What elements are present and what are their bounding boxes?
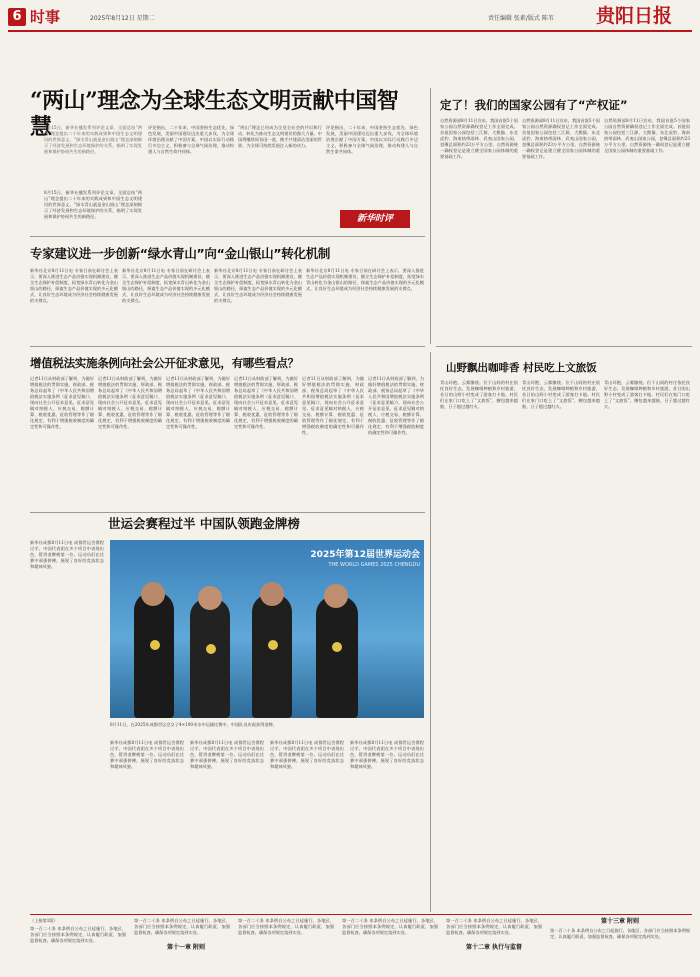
date-line: 2025年8月12日 星期二 (90, 15, 155, 22)
masthead (0, 0, 700, 38)
article4-col5: 记者11日从财政部了解到，为做好增值税法的贯彻实施，财政部、税务总局起草了《中华人民共和国增值税法实施条例（征求意见稿）》，现向社会公开征求意见。征求意见稿对纳税人、应税交易、税额计算、税收优惠、征收管理等作了细化规定，有利于增强税收制度的确定性和可操作性。 (302, 376, 364, 435)
divider (30, 236, 425, 237)
medal (206, 644, 216, 654)
bottom-lead: （上接第1版） (30, 918, 58, 923)
photo-banner: 2025年第12届世界运动会 (310, 550, 420, 560)
xinhua-commentary-badge: 新华时评 (340, 210, 410, 228)
article3-col2: 自然资源部8月11日宣布，我国首批5个国家公园自然资源确权登记工作全面完成。首批国家公园包括三江源、大熊猫、东北虎豹、海南热带雨林、武夷山国家公园，登簿总面积约23万平方公里。自然资源统一确权登记是建立健全国家公园体制的重要基础工作。 (522, 118, 600, 159)
bottom-col3: 第一百二十条 本条例自公布之日起施行。各地区、各部门应当按照本条例规定，认真履行职责，加强监督检查，确保各项规定落到实处。 (238, 918, 334, 935)
athlete-head (260, 582, 284, 606)
article5-col2: 青山环抱，云雾缭绕。位于山间的村庄依托良好生态，发展咖啡种植和乡村旅游，昔日的山野小村变成了游客打卡地。村民们在家门口吃上了“文旅饭”，腰包越来越鼓，日子越过越红火。 (522, 380, 600, 409)
article1-col2: 评论指出，二十年来，中国坚持生态优先、绿色发展，美丽中国建设迈出重大步伐，为全球环境治理贡献了中国方案。中国以实际行动践行多边主义，积极参与全球气候治理，推动构建人与自然生命共同体。 (148, 125, 234, 154)
article1-col-left: 8月15日，新华社播发系列评论文章，全面总结“两山”理念提出二十年来的实践成果和中国生态文明建设的世界意义。“绿水青山就是金山银山”理念深刻揭示了经济发展和生态环境保护的关系，指明了实现发展和保护协同共生的新路径。 (44, 190, 142, 219)
world-games-photo (110, 540, 424, 718)
bottom-heading-2: 第十二章 执行与监督 (465, 944, 523, 951)
bottom-col1: 第一百二十条 本条例自公布之日起施行。各地区、各部门应当按照本条例规定，认真履行职责，加强监督检查，确保各项规定落到实处。 (30, 926, 126, 943)
article2-col3: 新华社北京8月11日电 专家日前在研讨会上表示，要深入推进生态产品价值实现机制建设，健全生态保护补偿制度，拓宽绿水青山转化为金山银山的路径，探索生态产品价值实现的多元化模式，让良好生态环境成为经济社会持续健康发展的支撑点。 (214, 268, 302, 303)
photo-banner-english: THE WORLD GAMES 2025 CHENGDU (328, 562, 420, 568)
article5-col3: 青山环抱，云雾缭绕。位于山间的村庄依托良好生态，发展咖啡种植和乡村旅游，昔日的山野小村变成了游客打卡地。村民们在家门口吃上了“文旅饭”，腰包越来越鼓，日子越过越红火。 (604, 380, 690, 409)
vertical-divider (430, 88, 431, 344)
article1-title: “两山”理念为全球生态文明贡献中国智慧 (30, 88, 399, 140)
article3-title: 定了！我们的国家公园有了“产权证” (440, 98, 628, 112)
article4-col1: 记者11日从财政部了解到，为做好增值税法的贯彻实施，财政部、税务总局起草了《中华人民共和国增值税法实施条例（征求意见稿）》，现向社会公开征求意见。征求意见稿对纳税人、应税交易、税额计算、税收优惠、征收管理等作了细化规定，有利于增强税收制度的确定性和可操作性。 (30, 376, 94, 429)
article6-title: 世运会赛程过半 中国队领跑金牌榜 (108, 516, 300, 531)
article6-col2: 新华社成都8月11日电 成都世运会赛程过半，中国代表团在多个项目中表现出色，暂列金牌榜第一位。运动员们在比赛中顽强拼搏，展现了良好的竞技状态和精神风貌。 (110, 740, 184, 769)
article4-col3: 记者11日从财政部了解到，为做好增值税法的贯彻实施，财政部、税务总局起草了《中华人民共和国增值税法实施条例（征求意见稿）》，现向社会公开征求意见。征求意见稿对纳税人、应税交易、税额计算、税收优惠、征收管理等作了细化规定，有利于增强税收制度的确定性和可操作性。 (166, 376, 230, 429)
vertical-divider (430, 352, 431, 912)
page-number: 6 (8, 8, 26, 26)
divider (30, 346, 425, 347)
bottom-heading-1: 第十一章 附则 (166, 944, 206, 951)
athlete-figure (134, 592, 174, 718)
article2-col4: 新华社北京8月11日电 专家日前在研讨会上表示，要深入推进生态产品价值实现机制建设，健全生态保护补偿制度，拓宽绿水青山转化为金山银山的路径，探索生态产品价值实现的多元化模式，让良好生态环境成为经济社会持续健康发展的支撑点。 (306, 268, 424, 291)
athlete-head (198, 586, 222, 610)
athlete-head (141, 582, 165, 606)
article6-col1: 新华社成都8月11日电 成都世运会赛程过半，中国代表团在多个项目中表现出色，暂列金牌榜第一位。运动员们在比赛中顽强拼搏，展现了良好的竞技状态和精神风貌。 (30, 540, 104, 569)
article4-col2: 记者11日从财政部了解到，为做好增值税法的贯彻实施，财政部、税务总局起草了《中华人民共和国增值税法实施条例（征求意见稿）》，现向社会公开征求意见。征求意见稿对纳税人、应税交易、税额计算、税收优惠、征收管理等作了细化规定，有利于增强税收制度的确定性和可操作性。 (98, 376, 162, 429)
article4-title: 增值税法实施条例向社会公开征求意见，有哪些看点？ (30, 356, 299, 370)
article2-col2: 新华社北京8月11日电 专家日前在研讨会上表示，要深入推进生态产品价值实现机制建设，健全生态保护补偿制度，拓宽绿水青山转化为金山银山的路径，探索生态产品价值实现的多元化模式，让良好生态环境成为经济社会持续健康发展的支撑点。 (122, 268, 210, 303)
article1-col4: 评论指出，二十年来，中国坚持生态优先、绿色发展，美丽中国建设迈出重大步伐，为全球环境治理贡献了中国方案。中国以实际行动践行多边主义，积极参与全球气候治理，推动构建人与自然生命共同体。 (326, 125, 418, 154)
article3-col3: 自然资源部8月11日宣布，我国首批5个国家公园自然资源确权登记工作全面完成。首批国家公园包括三江源、大熊猫、东北虎豹、海南热带雨林、武夷山国家公园，登簿总面积约23万平方公里。自然资源统一确权登记是建立健全国家公园体制的重要基础工作。 (604, 118, 690, 153)
bottom-col6: 第一百二十条 本条例自公布之日起施行。各地区、各部门应当按照本条例规定，认真履行职责，加强监督检查，确保各项规定落到实处。 (550, 928, 690, 939)
medal (332, 642, 342, 652)
section-name: 时事 (30, 8, 61, 26)
header-rule (8, 30, 692, 32)
medal (268, 640, 278, 650)
divider (30, 512, 425, 513)
bottom-col2: 第一百二十条 本条例自公布之日起施行。各地区、各部门应当按照本条例规定，认真履行职责，加强监督检查，确保各项规定落到实处。 (134, 918, 230, 935)
article2-title: 专家建议进一步创新“绿水青山”向“金山银山”转化机制 (30, 246, 331, 261)
article4-col4: 记者11日从财政部了解到，为做好增值税法的贯彻实施，财政部、税务总局起草了《中华人民共和国增值税法实施条例（征求意见稿）》，现向社会公开征求意见。征求意见稿对纳税人、应税交易、税额计算、税收优惠、征收管理等作了细化规定，有利于增强税收制度的确定性和可操作性。 (234, 376, 298, 429)
medal (150, 640, 160, 650)
divider (436, 346, 692, 347)
article5-title: 山野飘出咖啡香 村民吃上文旅饭 (446, 362, 597, 374)
article6-col5: 新华社成都8月11日电 成都世运会赛程过半，中国代表团在多个项目中表现出色，暂列金牌榜第一位。运动员们在比赛中顽强拼搏，展现了良好的竞技状态和精神风貌。 (350, 740, 424, 769)
article2-col1: 新华社北京8月11日电 专家日前在研讨会上表示，要深入推进生态产品价值实现机制建设，健全生态保护补偿制度，拓宽绿水青山转化为金山银山的路径，探索生态产品价值实现的多元化模式，让良好生态环境成为经济社会持续健康发展的支撑点。 (30, 268, 118, 303)
editor-credits: 责任编辑 张素/版式 陈苇 (488, 15, 554, 22)
article1-intro: 8月15日，新华社播发系列评论文章，全面总结“两山”理念提出二十年来的实践成果和中国生态文明建设的世界意义。“绿水青山就是金山银山”理念深刻揭示了经济发展和生态环境保护的关系，指明了实现发展和保护协同共生的新路径。 (44, 125, 142, 154)
athlete-figure (190, 598, 230, 718)
article4-col6: 记者11日从财政部了解到，为做好增值税法的贯彻实施，财政部、税务总局起草了《中华人民共和国增值税法实施条例（征求意见稿）》，现向社会公开征求意见。征求意见稿对纳税人、应税交易、税额计算、税收优惠、征收管理等作了细化规定，有利于增强税收制度的确定性和可操作性。 (368, 376, 424, 435)
athlete-head (324, 584, 348, 608)
bottom-rule (30, 914, 692, 915)
athlete-figure (252, 594, 292, 718)
article6-col4: 新华社成都8月11日电 成都世运会赛程过半，中国代表团在多个项目中表现出色，暂列金牌榜第一位。运动员们在比赛中顽强拼搏，展现了良好的竞技状态和精神风貌。 (270, 740, 344, 769)
article1-col3: “两山”理念已经成为全党全社会的共识和行动，转化为推动生态文明建设的强大力量。中国将继续同各国一道，携手共建清洁美丽的世界，为全球可持续发展注入新的动力。 (238, 125, 322, 148)
newspaper-logo: 贵阳日报 (596, 5, 673, 27)
bottom-col5: 第一百二十条 本条例自公布之日起施行。各地区、各部门应当按照本条例规定，认真履行职责，加强监督检查，确保各项规定落到实处。 (446, 918, 542, 935)
photo-caption: 8月11日，在2025年成都世运会女子4×100米水中运输比赛中，中国队员庆祝获得金牌。 (110, 722, 277, 727)
article3-col1: 自然资源部8月11日宣布，我国首批5个国家公园自然资源确权登记工作全面完成。首批国家公园包括三江源、大熊猫、东北虎豹、海南热带雨林、武夷山国家公园，登簿总面积约23万平方公里。自然资源统一确权登记是建立健全国家公园体制的重要基础工作。 (440, 118, 518, 159)
bottom-col4: 第一百二十条 本条例自公布之日起施行。各地区、各部门应当按照本条例规定，认真履行职责，加强监督检查，确保各项规定落到实处。 (342, 918, 438, 935)
bottom-heading-3: 第十三章 附则 (600, 918, 640, 925)
article6-col3: 新华社成都8月11日电 成都世运会赛程过半，中国代表团在多个项目中表现出色，暂列金牌榜第一位。运动员们在比赛中顽强拼搏，展现了良好的竞技状态和精神风貌。 (190, 740, 264, 769)
article5-col1: 青山环抱，云雾缭绕。位于山间的村庄依托良好生态，发展咖啡种植和乡村旅游，昔日的山野小村变成了游客打卡地。村民们在家门口吃上了“文旅饭”，腰包越来越鼓，日子越过越红火。 (440, 380, 518, 409)
athlete-figure (316, 596, 358, 718)
